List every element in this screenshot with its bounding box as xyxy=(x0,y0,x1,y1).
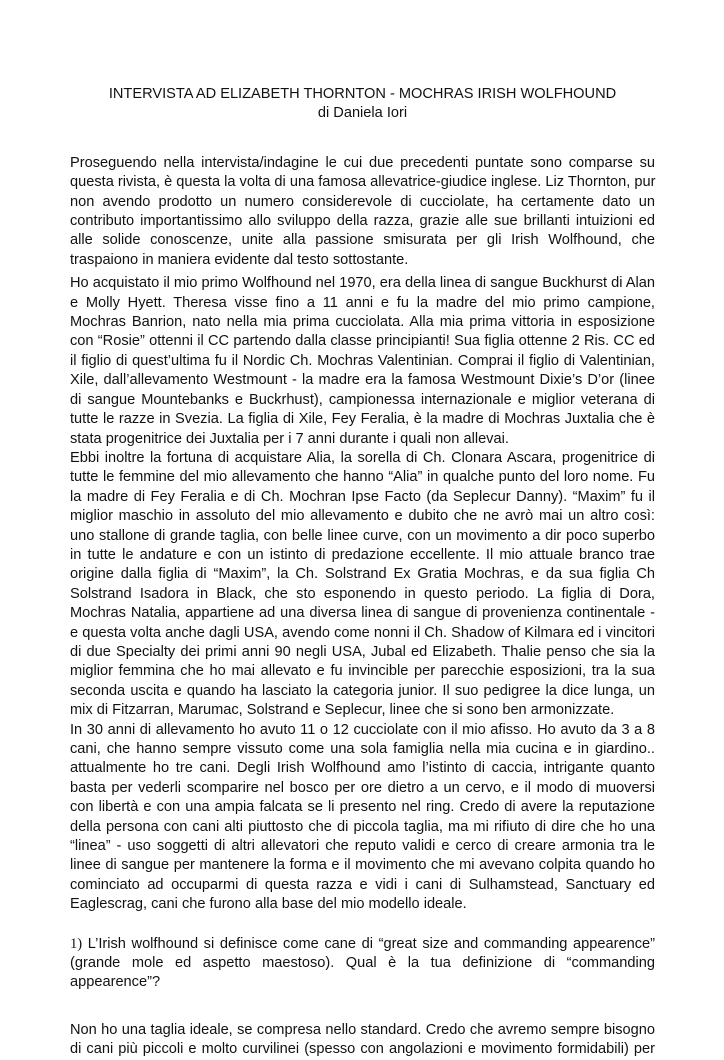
text-line: mix di Fitzarran, Marumac, Solstrand e Seplecur, linee che si sono ben armonizzate. xyxy=(70,702,615,719)
question-line: appearence”? xyxy=(70,974,161,991)
text-line: seconda uscita e quando ha lasciato la categoria junior. Il suo pedigree la dice lunga, un xyxy=(70,682,655,699)
history-paragraph xyxy=(70,274,655,449)
text-line: In 30 anni di allevamento ho avuto 11 o 12 cucciolate con il mio afisso. Ho avuto da 3 a 8 xyxy=(70,721,655,738)
text-line: Proseguendo nella intervista/indagine le cui due precedenti puntate sono comparse su xyxy=(70,154,655,171)
text-line: miglior maschio in assoluto del mio allevamento e dubito che ne avrò mai un altro così: xyxy=(70,508,655,525)
text-line: il figlio di quest’ultima fu il Nordic Ch. Mochras Valentinian. Comprai il figlio di Valentinian, xyxy=(70,352,655,369)
text-line: origine dalla figlia di “Maxim”, la Ch. Solstrand Ex Gratia Mochras, e da sua figlia Ch xyxy=(70,566,655,583)
text-line: alle solide conoscenze, unite alla passione smisurata per gli Irish Wolfhound, che xyxy=(70,232,655,249)
text-line: della persona con cani alti piuttosto che di piccola taglia, ma mi rifiuto di dire che ho una xyxy=(70,818,655,835)
question-line: (grande mole ed aspetto maestoso). Qual è la tua definizione di “commanding xyxy=(70,955,655,972)
text-line: stata progenitrice dei Juxtalia per i 7 anni durante i quali non allevai. xyxy=(70,430,509,447)
spacer xyxy=(70,915,655,935)
text-line: contributo importantissimo allo sviluppo della razza, grazie alle sue brillanti intuizioni ed xyxy=(70,213,655,230)
text-line: uno stallone di grande taglia, con belle linee curve, con un movimento a dir poco superbo xyxy=(70,527,655,544)
text-line: e Molly Hyett. Theresa visse fino a 11 anni e fu la madre del mio primo campione, xyxy=(70,294,655,311)
text-line: cominciato ad occuparmi di questa razza e vidi i cani di Sulhamstead, Sanctuary ed xyxy=(70,876,655,893)
text-line: la madre di Fey Feralia e di Ch. Mochran Ipse Facto (da Seplecur Danny). “Maxim” fu il xyxy=(70,488,655,505)
text-line: di due Specialty dei primi anni 90 negli USA, Jubal ed Elizabeth. Thalie penso che sia la xyxy=(70,643,655,660)
breeding-paragraph xyxy=(70,721,655,915)
intro-paragraph xyxy=(70,154,655,270)
text-line: basta per vederli scomparire nel bosco per ore dietro a un cervo, e il modo di muoversi xyxy=(70,779,655,796)
text-line: di sangue Mountebanks e Buckrhust), campionessa internazionale e miglior veterana di xyxy=(70,391,655,408)
text-line: Ho acquistato il mio primo Wolfhound nel 1970, era della linea di sangue Buckhurst di Alan xyxy=(70,275,655,292)
article-title: INTERVISTA AD ELIZABETH THORNTON - MOCHRAS IRISH WOLFHOUND xyxy=(108,86,617,102)
alia-paragraph xyxy=(70,449,655,721)
text-line: linee di sangue per mantenere la forma e il movimento che mi avevano colpita quando ho xyxy=(70,857,655,874)
text-line: e questa volta anche dagli USA, avendo come nonni il Ch. Shadow of Kilmara ed i vincitori xyxy=(70,624,655,641)
text-line: Ebbi inoltre la fortuna di acquistare Alia, la sorella di Ch. Clonara Ascara, progenitrice di xyxy=(70,449,655,466)
text-line: traspaiono in maniera evidente dal testo sottostante. xyxy=(70,251,409,268)
text-line: Eaglescrag, cani che furono alla base del mio modello ideale. xyxy=(70,896,467,913)
question-number: 1) xyxy=(70,935,83,952)
text-line: tutte le femmine del mio allevamento che hanno “Alia” in qualche punto del loro nome. Fu xyxy=(70,469,655,486)
answer-1 xyxy=(70,1021,655,1060)
document-page xyxy=(70,85,655,1060)
text-line: tutte le razze in Svezia. La figlia di Xile, Fey Feralia, è la madre di Mochras Juxtalia che è xyxy=(70,411,655,428)
article-byline: di Daniela Iori xyxy=(317,105,408,122)
text-line: cani, che hanno sempre vissuto come una sola famiglia nella mia cucina e in giardino.. xyxy=(70,741,655,757)
spacer xyxy=(70,124,655,154)
text-line: questa rivista, è questa la volta di una famosa allevatrice-giudice inglese. Liz Thornton, pur xyxy=(70,174,656,191)
text-line: in tutte le andature e con un istinto di predazione eccellente. Il mio attuale branco trae xyxy=(70,546,655,563)
question-text: L’Irish wolfhound si definisce come cane di “great size and commanding appearence” xyxy=(82,935,655,952)
text-line: Non ho una taglia ideale, se compresa nello standard. Credo che avremo sempre bisogno xyxy=(70,1021,655,1038)
text-line: miglior femmina che ho mai allevato e fu invincible per parecchie esposizioni, tra la sua xyxy=(70,663,655,680)
text-line: Mochras Banrion, nato nella mia prima cucciolata. Alla mia prima vittoria in esposizione xyxy=(70,314,655,331)
question-1 xyxy=(70,935,655,993)
text-line: di cani più piccoli e molto curvilinei (spesso con angolazioni e movimento formidabili) per xyxy=(70,1041,655,1058)
text-line: con “Rosie” ottenni il CC partendo dalla classe principianti! Sua figlia ottenne 2 Ris. CC ed xyxy=(70,333,655,350)
question-line xyxy=(70,935,655,954)
text-line: attualmente ho tre cani. Degli Irish Wolfhound amo l’istinto di caccia, intrigante quanto xyxy=(70,760,655,777)
text-line: Mochras Natalia, appartiene ad una diversa linea di sangue di provenienza continentale - xyxy=(70,605,655,622)
text-line: Xile, dall’allevamento Westmount - la madre era la famosa Westmount Dixie’s D’or (linee xyxy=(70,372,655,389)
text-line: “linea” - uso soggetti di altri allevatori che reputo validi e cerco di creare armonia tra le xyxy=(70,838,655,855)
text-line: con libertà e con una ampia falcata se li presento nel ring. Credo di avere la reputazione xyxy=(70,799,655,816)
spacer xyxy=(70,993,655,1021)
text-line: non avendo prodotto un numero considerevole di cucciolate, ha certamente dato un xyxy=(70,193,655,210)
text-line: Solstrand Isadora in Black, che sto esponendo in questo periodo. La figlia di Dora, xyxy=(70,585,655,602)
